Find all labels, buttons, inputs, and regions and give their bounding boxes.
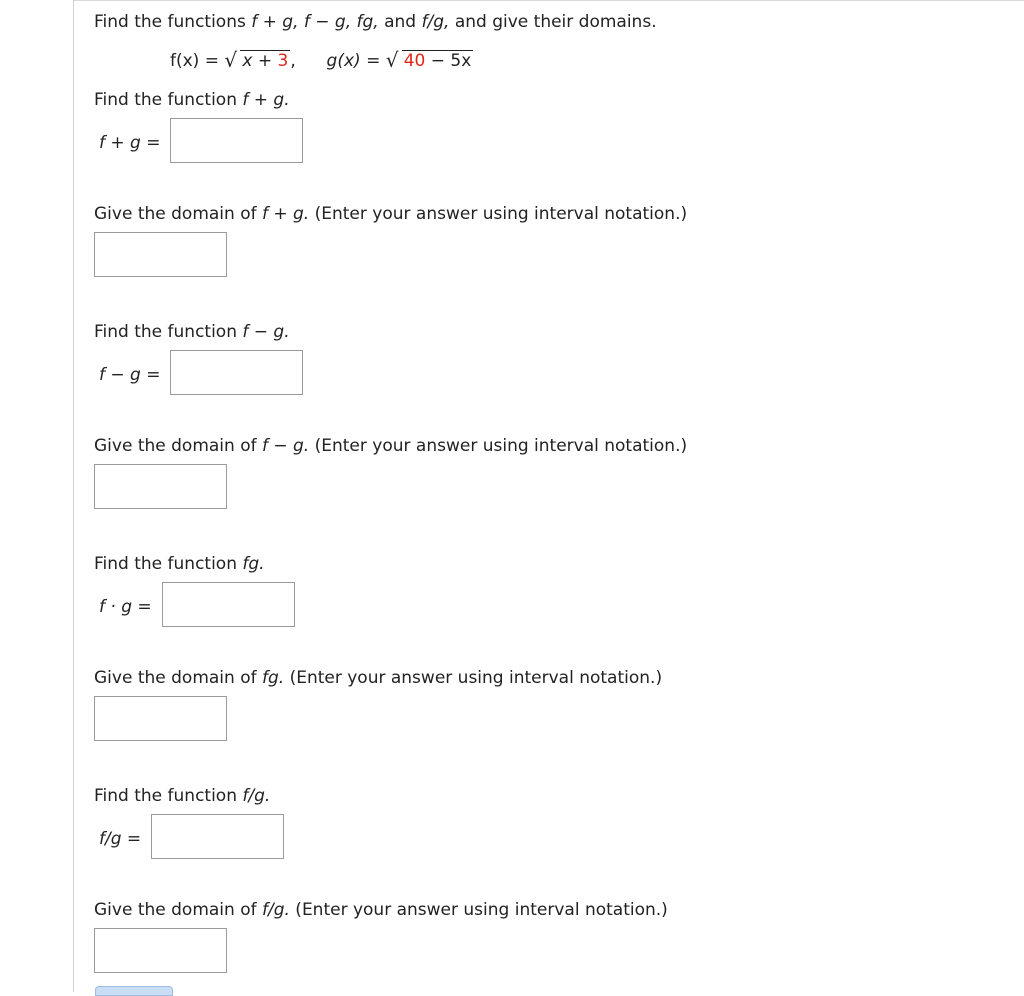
prompt-math: fg.: [261, 668, 285, 688]
f-radicand-var: x +: [242, 51, 278, 71]
product-input[interactable]: [162, 582, 295, 627]
prompt-math: f − g.: [261, 436, 310, 456]
prompt-quotient-domain: [94, 900, 668, 920]
product-label: f · g =: [99, 597, 152, 617]
prompt-text: Find the function: [94, 322, 243, 342]
given-functions: [170, 48, 473, 72]
quotient-label: f/g =: [99, 829, 142, 849]
prompt-text: Give the domain of: [94, 204, 262, 224]
f-sqrt: [224, 48, 290, 72]
intro-function-list: f + g, f − g, fg,: [251, 12, 379, 32]
quotient-domain-input[interactable]: [94, 928, 227, 973]
sqrt-icon: √: [385, 48, 399, 72]
prompt-text: Find the function: [94, 90, 243, 110]
prompt-suffix: (Enter your answer using interval notation.): [309, 436, 688, 456]
prompt-text: Give the domain of: [94, 436, 262, 456]
prompt-text: Give the domain of: [94, 900, 262, 920]
prompt-difference-domain: [94, 436, 687, 456]
prompt-suffix: (Enter your answer using interval notation.): [284, 668, 663, 688]
prompt-product-domain: [94, 668, 662, 688]
sum-domain-input[interactable]: [94, 232, 227, 277]
prompt-quotient: [94, 786, 270, 806]
g-radicand-rest: − 5x: [425, 51, 472, 71]
prompt-math: f + g.: [242, 90, 290, 110]
prompt-suffix: (Enter your answer using interval notation.): [289, 900, 668, 920]
g-label: g(x): [326, 51, 361, 71]
prompt-math: f/g.: [261, 900, 290, 920]
g-radicand-num: 40: [403, 51, 426, 71]
difference-domain-input[interactable]: [94, 464, 227, 509]
difference-label: f − g =: [99, 365, 161, 385]
problem-intro: [94, 12, 657, 32]
prompt-text: Give the domain of: [94, 668, 262, 688]
prompt-sum-domain: [94, 204, 687, 224]
f-label: f(x): [170, 51, 200, 71]
prompt-math: f + g.: [261, 204, 310, 224]
left-border: [73, 0, 74, 992]
quotient-input[interactable]: [151, 814, 284, 859]
prompt-math: f/g.: [242, 786, 271, 806]
prompt-product: [94, 554, 265, 574]
f-equals: =: [199, 51, 225, 71]
sqrt-icon: √: [224, 48, 238, 72]
intro-and: and: [378, 12, 422, 32]
product-domain-input[interactable]: [94, 696, 227, 741]
g-equals: =: [360, 51, 386, 71]
difference-input[interactable]: [170, 350, 303, 395]
sum-label: f + g =: [99, 133, 161, 153]
prompt-math: f − g.: [242, 322, 290, 342]
g-sqrt: [385, 48, 474, 72]
top-border: [74, 0, 1024, 1]
sum-input[interactable]: [170, 118, 303, 163]
intro-quotient: f/g,: [421, 12, 450, 32]
partially-visible-button[interactable]: [95, 986, 173, 996]
prompt-text: Find the function: [94, 786, 243, 806]
prompt-sum: [94, 90, 290, 110]
prompt-math: fg.: [242, 554, 265, 574]
prompt-text: Find the function: [94, 554, 243, 574]
intro-suffix: and give their domains.: [449, 12, 657, 32]
intro-text: Find the functions: [94, 12, 252, 32]
f-comma: ,: [290, 51, 296, 71]
f-radicand-num: 3: [277, 51, 289, 71]
prompt-difference: [94, 322, 290, 342]
prompt-suffix: (Enter your answer using interval notation.): [309, 204, 688, 224]
